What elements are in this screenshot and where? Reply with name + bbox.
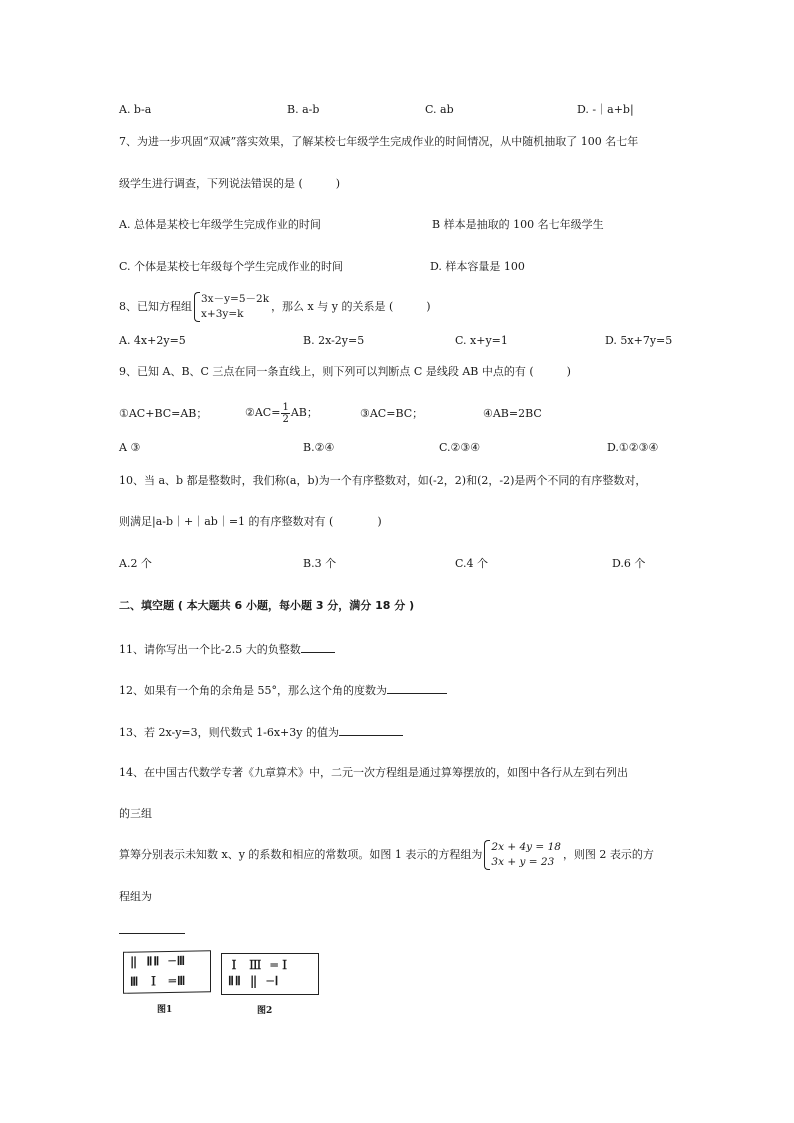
q14-equation-1: 2x + 4y = 18 [491, 841, 561, 853]
q7-option-d: D. 样本容量是 100 [430, 260, 525, 273]
q11 [119, 641, 335, 657]
q7-stem-line2: 级学生进行调查，下列说法错误的是 ( ) [119, 177, 341, 190]
q6-option-c: C. ab [425, 103, 454, 116]
q14-stem-line1: 14、在中国古代数学专著《九章算术》中，二元一次方程组是通过算筹摆放的，如图中各行从左到右列出 [119, 766, 628, 779]
q7-option-a: A. 总体是某校七年级学生完成作业的时间 [119, 218, 321, 231]
q8-suffix: ，那么 x 与 y 的关系是 ( ) [271, 300, 431, 313]
q9-condition-1: ①AC+BC=AB； [119, 407, 208, 420]
q11-text: 11、请你写出一个比-2.5 大的负整数 [119, 643, 301, 656]
q9-condition-2 [245, 398, 318, 428]
counting-rods-figure-2 [221, 953, 321, 1001]
q9-option-c: C.②③④ [439, 441, 481, 454]
q10-option-c: C.4 个 [455, 557, 489, 570]
q14-answer-blank[interactable] [119, 933, 185, 934]
q10-stem-line2: 则满足|a-b｜+｜ab｜=1 的有序整数对有 ( ) [119, 515, 382, 528]
figure-1-frame [123, 950, 211, 994]
q10-stem-line1: 10、当 a、b 都是整数时，我们称(a，b)为一个有序整数对，如(-2，2)和(2，-2)是两个不同的有序整数对， [119, 474, 647, 487]
q8-stem [119, 291, 431, 323]
q8-option-b: B. 2x-2y=5 [303, 334, 365, 347]
q8-equation-2: x+3y=k [201, 308, 244, 320]
q9-condition-3: ③AC=BC； [360, 407, 424, 420]
q7-option-c: C. 个体是某校七年级每个学生完成作业的时间 [119, 260, 344, 273]
q10-option-d: D.6 个 [612, 557, 646, 570]
q9-condition-4: ④AB=2BC [483, 407, 542, 420]
q12-text: 12、如果有一个角的余角是 55°，那么这个角的度数为 [119, 684, 387, 697]
q13-text: 13、若 2x-y=3，则代数式 1-6x+3y 的值为 [119, 726, 339, 739]
q9-c2-suffix: AB； [290, 406, 318, 419]
q9-fraction-half [281, 402, 289, 425]
figure-1-row-1: ‖ ⅡⅡ ─Ⅲ [130, 953, 186, 969]
q14-stem-line2: 的三组 [119, 807, 152, 820]
q14-line3-suffix: ，则图 2 表示的方 [562, 848, 654, 861]
q8-option-c: C. x+y=1 [455, 334, 508, 347]
q7-stem-line1: 7、为进一步巩固“双减”落实效果，了解某校七年级学生完成作业的时间情况，从中随机抽取了 100 名七年 [119, 135, 639, 148]
q14-equation-2: 3x + y = 23 [491, 856, 555, 868]
figure-1-row-2: Ⅲ Ｉ ═Ⅲ [130, 973, 187, 989]
q9-option-b: B.②④ [303, 441, 335, 454]
q9-option-a: A ③ [119, 441, 141, 454]
q10-option-a: A.2 个 [119, 557, 152, 570]
q14-stem-line4: 程组为 [119, 890, 152, 903]
counting-rods-figure-1 [123, 951, 213, 999]
q12-answer-blank[interactable] [387, 682, 447, 694]
section-heading-fill-in: 二、填空题 ( 本大题共 6 小题，每小题 3 分，满分 18 分 ) [119, 599, 415, 612]
q14-stem-line3 [119, 838, 654, 872]
q8-equation-system [194, 292, 269, 322]
q13 [119, 724, 403, 740]
q9-stem: 9、已知 A、B、C 三点在同一条直线上，则下列可以判断点 C 是线段 AB 中点的有 ( ) [119, 365, 571, 378]
q8-equation-1: 3x－y=5－2k [201, 293, 270, 305]
q14-line3-prefix: 算筹分别表示未知数 x、y 的系数和相应的常数项。如图 1 表示的方程组为 [119, 848, 483, 861]
q8-option-a: A. 4x+2y=5 [119, 334, 186, 347]
q14-equation-system [484, 840, 561, 870]
q8-option-d: D. 5x+7y=5 [605, 334, 673, 347]
q7-option-b: B 样本是抽取的 100 名七年级学生 [432, 218, 604, 231]
q6-option-d: D. -｜a+b| [577, 103, 634, 116]
q8-prefix: 8、已知方程组 [119, 300, 192, 313]
figure-2-row-1: Ｉ Ⅲ ═Ｉ [228, 958, 292, 972]
q9-fraction-denominator: 2 [282, 413, 289, 425]
q11-answer-blank[interactable] [301, 641, 335, 653]
figure-2-label: 图2 [257, 1006, 273, 1016]
q9-option-d: D.①②③④ [607, 441, 659, 454]
q13-answer-blank[interactable] [339, 724, 403, 736]
q6-option-a: A. b-a [119, 103, 152, 116]
q10-option-b: B.3 个 [303, 557, 337, 570]
q12 [119, 682, 447, 698]
figure-2-row-2: ⅡⅡ ‖ ─Ⅰ [228, 974, 280, 988]
figure-1-label: 图1 [157, 1005, 173, 1015]
q9-c2-prefix: ②AC= [245, 406, 281, 419]
q9-fraction-numerator: 1 [282, 401, 289, 413]
q6-option-b: B. a-b [287, 103, 320, 116]
figure-2-frame [221, 953, 319, 995]
